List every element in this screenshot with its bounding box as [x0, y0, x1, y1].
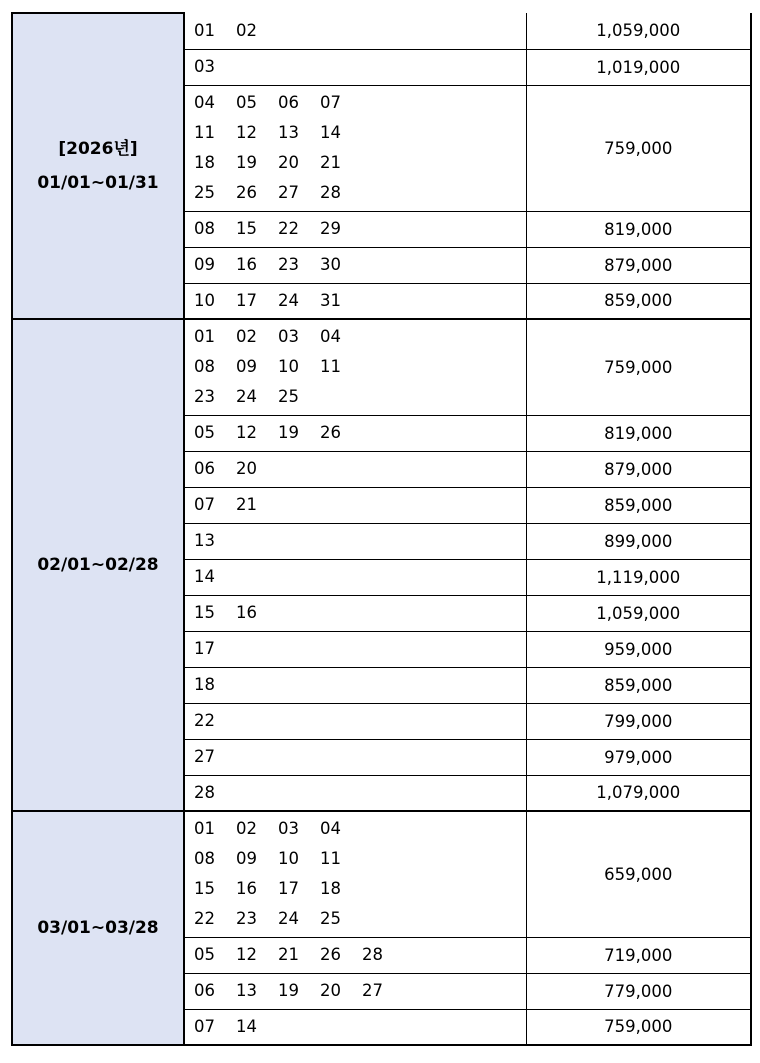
date-value: 21: [278, 945, 299, 964]
price-value: 959,000: [604, 639, 673, 659]
date-value: 03: [278, 327, 299, 347]
price-value: 979,000: [604, 747, 673, 767]
date-line: [194, 418, 526, 448]
date-value: 16: [236, 255, 257, 274]
date-value: 01: [194, 327, 215, 347]
date-value: 15: [194, 603, 215, 622]
date-line: [194, 634, 526, 664]
date-value: 16: [236, 879, 257, 899]
date-line: [194, 778, 526, 808]
price-value: 1,059,000: [596, 603, 681, 623]
price-cell: [526, 811, 751, 937]
date-value: 22: [194, 711, 215, 730]
date-value: 28: [320, 183, 341, 202]
price-cell: [526, 415, 751, 451]
date-value: 11: [194, 123, 215, 142]
date-value: 07: [320, 93, 341, 112]
price-value: 879,000: [604, 459, 673, 479]
price-value: 1,059,000: [596, 21, 681, 41]
date-line: [194, 352, 526, 382]
price-value: 859,000: [604, 291, 673, 311]
dates-cell: [184, 523, 526, 559]
date-value: 17: [278, 879, 299, 899]
date-line: [194, 874, 526, 904]
date-value: 25: [278, 387, 299, 407]
price-cell: [526, 667, 751, 703]
date-value: 12: [236, 945, 257, 964]
date-value: 18: [194, 675, 215, 694]
date-line: [194, 118, 526, 148]
price-cell: [526, 247, 751, 283]
dates-cell: [184, 973, 526, 1009]
date-value: 14: [236, 1016, 257, 1036]
dates-cell: [184, 811, 526, 937]
date-line: [194, 940, 526, 970]
dates-cell: [184, 559, 526, 595]
date-value: 21: [320, 153, 341, 172]
date-line: [194, 844, 526, 874]
price-value: 1,079,000: [596, 783, 681, 803]
date-value: 10: [278, 357, 299, 377]
date-line: [194, 706, 526, 736]
dates-cell: [184, 937, 526, 973]
date-value: 24: [278, 909, 299, 929]
date-value: 21: [236, 495, 257, 514]
date-value: 25: [320, 909, 341, 929]
date-line: [194, 322, 526, 352]
dates-cell: [184, 415, 526, 451]
date-value: 04: [320, 819, 341, 839]
date-line: [194, 562, 526, 592]
date-value: 11: [320, 849, 341, 869]
price-cell: [526, 973, 751, 1009]
date-value: 09: [236, 849, 257, 869]
date-value: 04: [194, 93, 215, 112]
date-value: 05: [194, 423, 215, 442]
price-cell: [526, 775, 751, 811]
date-line: [194, 814, 526, 844]
dates-cell: [184, 631, 526, 667]
date-value: 24: [236, 387, 257, 407]
date-value: 16: [236, 603, 257, 622]
date-value: 08: [194, 849, 215, 869]
price-value: 759,000: [604, 357, 673, 377]
date-value: 17: [194, 639, 215, 658]
price-table: [11, 12, 752, 1046]
table-row: [12, 811, 751, 937]
date-value: 07: [194, 1016, 215, 1036]
period-label: [2026년]: [58, 139, 138, 159]
date-value: 02: [236, 20, 257, 40]
price-cell: [526, 85, 751, 211]
date-line: [194, 454, 526, 484]
date-value: 02: [236, 327, 257, 347]
price-value: 1,119,000: [596, 567, 681, 587]
date-line: [194, 88, 526, 118]
date-value: 06: [278, 93, 299, 112]
date-value: 23: [278, 255, 299, 274]
date-value: 09: [194, 255, 215, 274]
date-line: [194, 1012, 526, 1042]
price-cell: [526, 487, 751, 523]
date-line: [194, 742, 526, 772]
date-value: 03: [194, 57, 215, 76]
date-value: 28: [194, 782, 215, 802]
date-line: [194, 598, 526, 628]
date-value: 01: [194, 819, 215, 839]
dates-cell: [184, 1009, 526, 1045]
date-line: [194, 670, 526, 700]
dates-cell: [184, 451, 526, 487]
price-cell: [526, 1009, 751, 1045]
date-value: 22: [194, 909, 215, 929]
period-cell: [12, 319, 184, 811]
date-value: 23: [194, 387, 215, 407]
price-value: 719,000: [604, 945, 673, 965]
date-value: 14: [194, 567, 215, 586]
price-cell: [526, 283, 751, 319]
price-cell: [526, 49, 751, 85]
date-value: 20: [278, 153, 299, 172]
date-value: 13: [236, 981, 257, 1000]
price-cell: [526, 523, 751, 559]
price-cell: [526, 319, 751, 415]
price-value: 759,000: [604, 1017, 673, 1037]
date-value: 05: [194, 945, 215, 964]
date-value: 26: [320, 423, 341, 442]
date-line: [194, 250, 526, 280]
date-value: 12: [236, 423, 257, 442]
dates-cell: [184, 283, 526, 319]
price-value: 799,000: [604, 711, 673, 731]
date-value: 10: [278, 849, 299, 869]
date-value: 02: [236, 819, 257, 839]
date-value: 29: [320, 219, 341, 238]
period-label: 01/01~01/31: [37, 173, 159, 193]
dates-cell: [184, 487, 526, 523]
date-line: [194, 904, 526, 934]
price-value: 859,000: [604, 495, 673, 515]
price-value: 859,000: [604, 675, 673, 695]
date-line: [194, 214, 526, 244]
date-value: 14: [320, 123, 341, 142]
dates-cell: [184, 775, 526, 811]
date-value: 19: [278, 981, 299, 1000]
dates-cell: [184, 595, 526, 631]
price-value: 819,000: [604, 423, 673, 443]
date-value: 18: [320, 879, 341, 899]
price-cell: [526, 631, 751, 667]
table-row: [12, 13, 751, 49]
date-value: 26: [236, 183, 257, 202]
date-line: [194, 490, 526, 520]
price-value: 659,000: [604, 864, 673, 884]
dates-cell: [184, 49, 526, 85]
date-value: 17: [236, 290, 257, 310]
table-row: [12, 319, 751, 415]
date-value: 27: [194, 747, 215, 766]
price-cell: [526, 937, 751, 973]
dates-cell: [184, 85, 526, 211]
dates-cell: [184, 703, 526, 739]
date-value: 27: [278, 183, 299, 202]
date-value: 01: [194, 20, 215, 40]
dates-cell: [184, 13, 526, 49]
date-value: 08: [194, 357, 215, 377]
date-value: 07: [194, 495, 215, 514]
date-line: [194, 382, 526, 412]
date-value: 26: [320, 945, 341, 964]
period-cell: [12, 811, 184, 1045]
dates-cell: [184, 247, 526, 283]
date-value: 27: [362, 981, 383, 1000]
date-value: 06: [194, 459, 215, 478]
date-line: [194, 286, 526, 316]
date-value: 30: [320, 255, 341, 274]
price-cell: [526, 13, 751, 49]
date-line: [194, 148, 526, 178]
date-value: 03: [278, 819, 299, 839]
date-value: 31: [320, 290, 341, 310]
date-value: 15: [236, 219, 257, 238]
date-line: [194, 52, 526, 82]
date-value: 23: [236, 909, 257, 929]
date-value: 15: [194, 879, 215, 899]
price-value: 879,000: [604, 255, 673, 275]
date-value: 22: [278, 219, 299, 238]
date-value: 09: [236, 357, 257, 377]
date-value: 20: [320, 981, 341, 1000]
date-value: 11: [320, 357, 341, 377]
date-value: 28: [362, 945, 383, 964]
price-value: 899,000: [604, 531, 673, 551]
dates-cell: [184, 211, 526, 247]
date-value: 13: [278, 123, 299, 142]
date-value: 25: [194, 183, 215, 202]
date-line: [194, 976, 526, 1006]
date-value: 19: [236, 153, 257, 172]
date-value: 13: [194, 531, 215, 550]
date-line: [194, 16, 526, 46]
date-value: 04: [320, 327, 341, 347]
price-cell: [526, 703, 751, 739]
date-value: 19: [278, 423, 299, 442]
period-label: 02/01~02/28: [37, 555, 159, 575]
period-label: 03/01~03/28: [37, 918, 159, 938]
price-cell: [526, 559, 751, 595]
price-value: 819,000: [604, 219, 673, 239]
date-value: 24: [278, 290, 299, 310]
date-value: 10: [194, 290, 215, 310]
date-value: 18: [194, 153, 215, 172]
dates-cell: [184, 667, 526, 703]
date-value: 05: [236, 93, 257, 112]
price-value: 1,019,000: [596, 57, 681, 77]
price-value: 759,000: [604, 138, 673, 158]
dates-cell: [184, 319, 526, 415]
date-value: 08: [194, 219, 215, 238]
date-line: [194, 526, 526, 556]
date-value: 06: [194, 981, 215, 1000]
date-value: 12: [236, 123, 257, 142]
price-cell: [526, 451, 751, 487]
price-value: 779,000: [604, 981, 673, 1001]
price-cell: [526, 739, 751, 775]
date-line: [194, 178, 526, 208]
period-cell: [12, 13, 184, 319]
dates-cell: [184, 739, 526, 775]
date-value: 20: [236, 459, 257, 478]
price-cell: [526, 211, 751, 247]
price-cell: [526, 595, 751, 631]
